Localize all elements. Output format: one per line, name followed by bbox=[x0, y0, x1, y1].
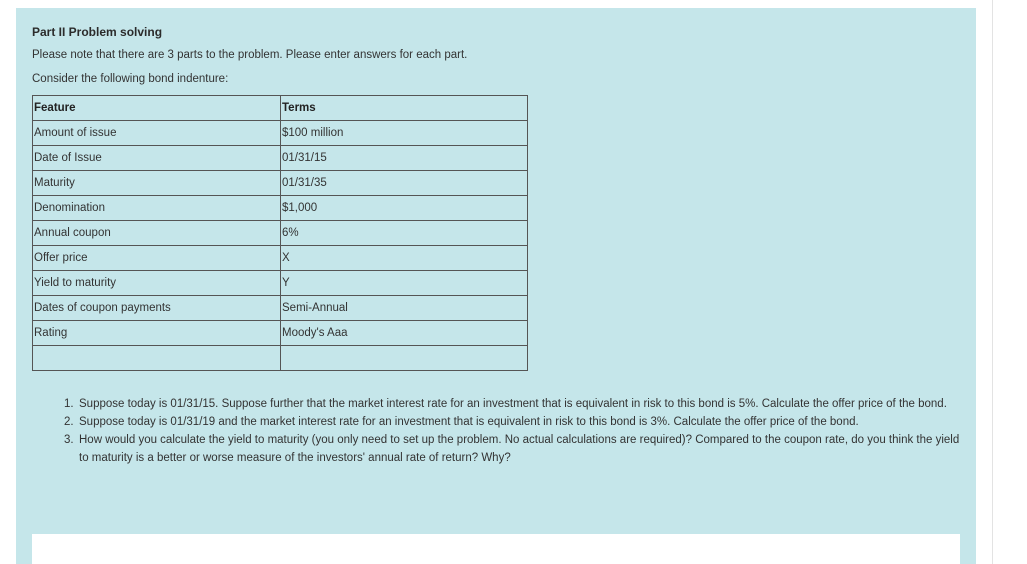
problem-panel bbox=[16, 8, 976, 564]
table-intro: Consider the following bond indenture: bbox=[32, 73, 229, 85]
question-text: Suppose today is 01/31/15. Suppose further that the market interest rate for an investment that is equivalent in risk to this bond is 5%. Calculate the offer price of the bond. bbox=[79, 398, 947, 410]
feature-cell: Annual coupon bbox=[33, 221, 281, 246]
feature-cell: Amount of issue bbox=[33, 121, 281, 146]
list-item bbox=[64, 413, 964, 431]
question-number: 3. bbox=[64, 434, 74, 446]
list-item bbox=[64, 395, 964, 413]
feature-cell bbox=[33, 346, 281, 371]
terms-cell: Y bbox=[281, 271, 528, 296]
feature-cell: Denomination bbox=[33, 196, 281, 221]
table-row bbox=[33, 321, 528, 346]
header-terms: Terms bbox=[281, 96, 528, 121]
feature-cell: Maturity bbox=[33, 171, 281, 196]
list-item bbox=[64, 431, 964, 467]
table-row-empty bbox=[33, 346, 528, 371]
divider bbox=[992, 0, 993, 564]
header-feature: Feature bbox=[33, 96, 281, 121]
bond-indenture-table bbox=[32, 95, 528, 371]
table-row bbox=[33, 171, 528, 196]
table-row bbox=[33, 146, 528, 171]
question-list bbox=[64, 395, 964, 467]
feature-cell: Date of Issue bbox=[33, 146, 281, 171]
terms-cell: 01/31/35 bbox=[281, 171, 528, 196]
table-row bbox=[33, 196, 528, 221]
terms-cell: 01/31/15 bbox=[281, 146, 528, 171]
feature-cell: Rating bbox=[33, 321, 281, 346]
table-row bbox=[33, 221, 528, 246]
table-header-row bbox=[33, 96, 528, 121]
terms-cell: Moody's Aaa bbox=[281, 321, 528, 346]
instruction-note: Please note that there are 3 parts to the problem. Please enter answers for each part. bbox=[32, 49, 468, 61]
table-row bbox=[33, 271, 528, 296]
terms-cell bbox=[281, 346, 528, 371]
table-row bbox=[33, 296, 528, 321]
table-row bbox=[33, 121, 528, 146]
table-row bbox=[33, 246, 528, 271]
question-number: 1. bbox=[64, 398, 74, 410]
feature-cell: Yield to maturity bbox=[33, 271, 281, 296]
answer-input-area[interactable] bbox=[32, 534, 960, 564]
question-number: 2. bbox=[64, 416, 74, 428]
terms-cell: 6% bbox=[281, 221, 528, 246]
section-heading: Part II Problem solving bbox=[32, 25, 163, 39]
terms-cell: Semi-Annual bbox=[281, 296, 528, 321]
terms-cell: $1,000 bbox=[281, 196, 528, 221]
question-text: How would you calculate the yield to maturity (you only need to set up the problem. No actual calculations are required)? Compared to the coupon rate, do you think the yield to maturity is a better or worse measure of the investors' annual rate of return? Why? bbox=[79, 434, 960, 464]
question-text: Suppose today is 01/31/19 and the market interest rate for an investment that is equivalent in risk to this bond is 3%. Calculate the offer price of the bond. bbox=[79, 416, 859, 428]
feature-cell: Dates of coupon payments bbox=[33, 296, 281, 321]
terms-cell: $100 million bbox=[281, 121, 528, 146]
feature-cell: Offer price bbox=[33, 246, 281, 271]
terms-cell: X bbox=[281, 246, 528, 271]
